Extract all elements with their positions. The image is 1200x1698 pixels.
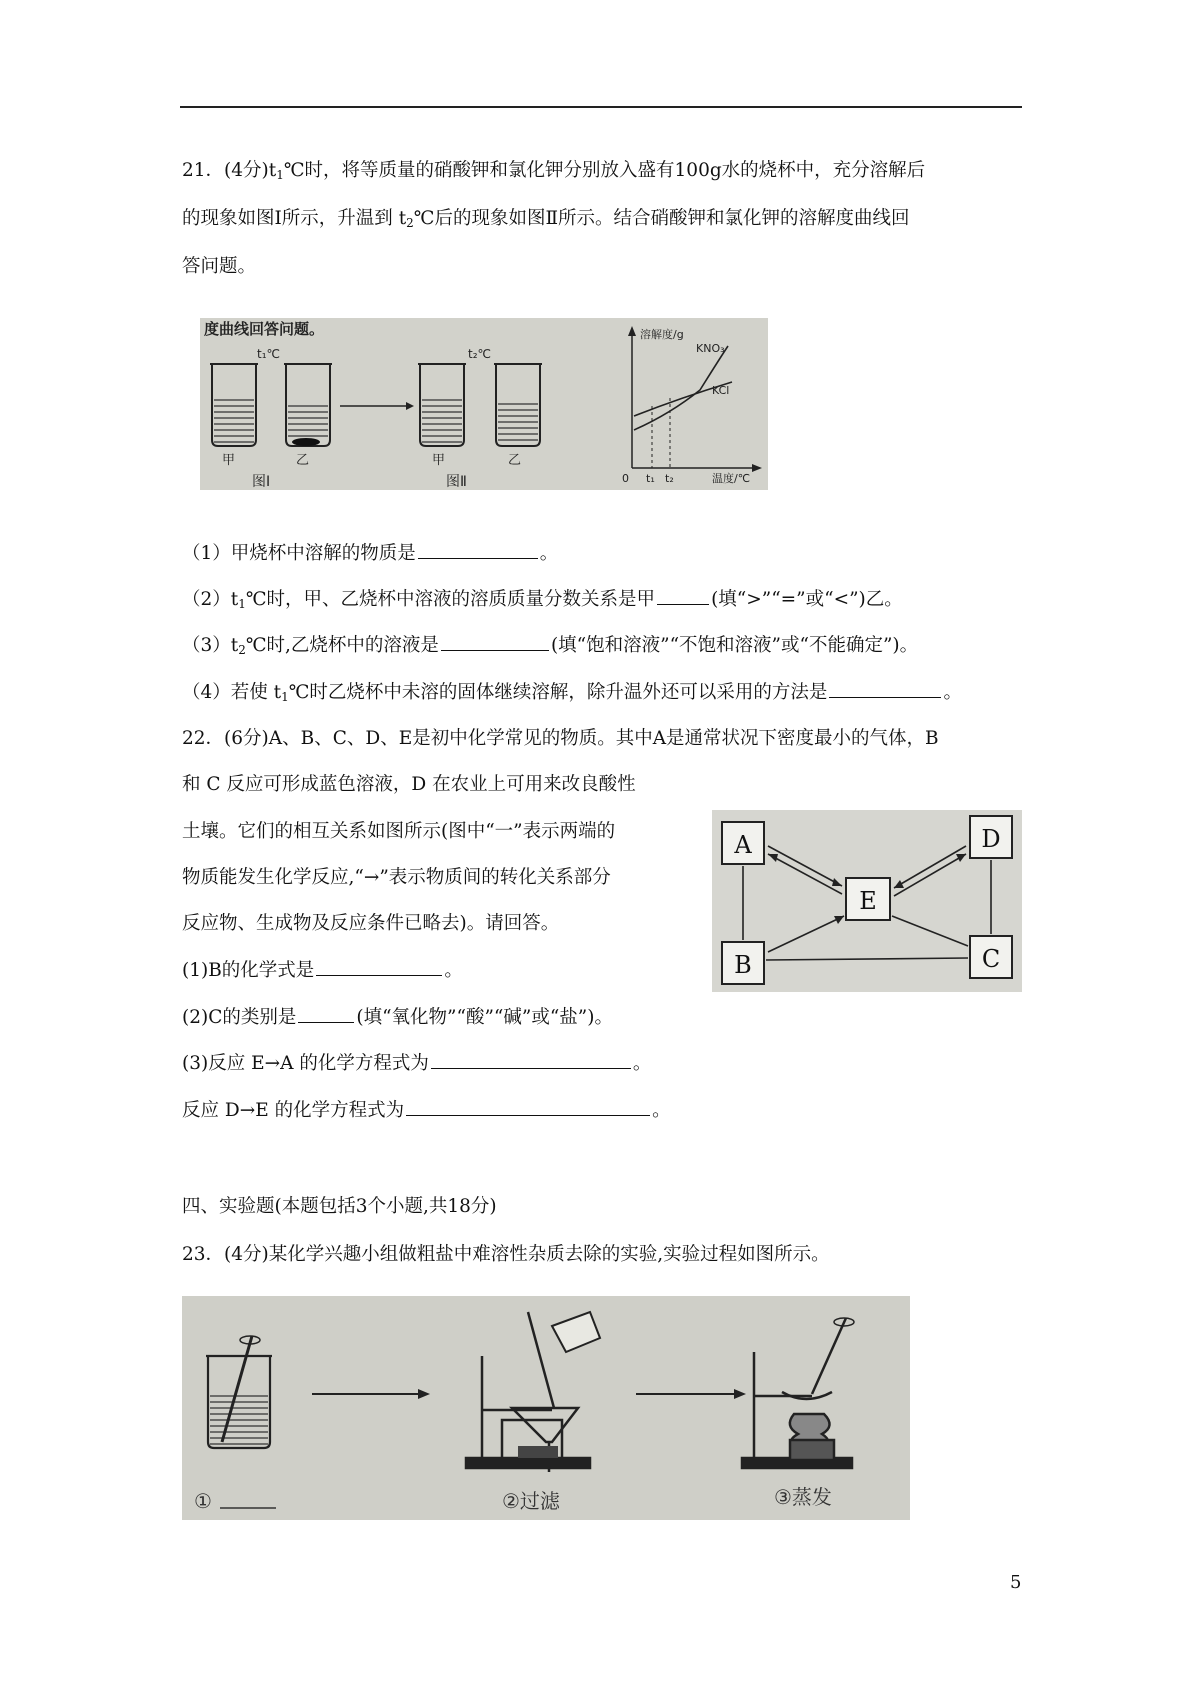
q21-sub3: $(3)t_2℃$时,乙烧杯中的溶液是 (填“饱和溶液”“不饱和溶液”或“不能确定”)。 <box>182 632 918 663</box>
step2-label: ②过滤 <box>502 1489 560 1513</box>
series-kno3-label: KNO₃ <box>696 342 725 355</box>
node-c: C <box>981 945 1001 973</box>
node-d: D <box>981 825 1001 853</box>
answer-blank[interactable] <box>829 679 941 698</box>
q21-sub1: （1）甲烧杯中溶解的物质是 。 <box>182 540 558 567</box>
node-a: A <box>734 831 752 859</box>
q22-line2: 和 C 反应可形成蓝色溶液，D 在农业上可用来改良酸性 <box>182 774 636 795</box>
fig2-t2-label: t₂℃ <box>468 347 491 361</box>
beaker-icon <box>284 364 332 446</box>
pouring-beaker-icon <box>552 1312 600 1352</box>
q21-line2: 的现象如图Ⅰ所示，升温到 $t_2℃$后的现象如图Ⅱ所示。结合硝酸钾和氯化钾的溶解度曲线回 <box>182 208 910 230</box>
chart-t2: t₂ <box>665 472 674 485</box>
fig2-jia-label: 甲 <box>432 453 446 468</box>
fig2-yi-label: 乙 <box>508 453 522 468</box>
answer-blank[interactable] <box>657 586 709 605</box>
q21-fig-header: 度曲线回答问题。 <box>204 320 325 338</box>
q22-line5: 反应物、生成物及反应条件已略去)。请回答。 <box>182 913 560 934</box>
fig1-t1-label: t₁℃ <box>257 347 280 361</box>
q23-figure <box>182 1296 910 1520</box>
answer-blank[interactable] <box>316 957 442 976</box>
chart-ylabel: 溶解度/g <box>640 328 684 341</box>
page-number: 5 <box>1010 1572 1022 1593</box>
node-b: B <box>734 951 752 979</box>
solubility-chart <box>628 326 762 472</box>
chart-t1: t₁ <box>646 472 655 485</box>
fig1-caption: 图Ⅰ <box>252 474 271 490</box>
answer-blank[interactable] <box>431 1050 631 1069</box>
step3-label: ③蒸发 <box>774 1485 832 1509</box>
q21-line3: 答问题。 <box>182 256 257 277</box>
fig2-caption: 图Ⅱ <box>446 474 467 490</box>
fig1-jia-label: 甲 <box>222 453 236 468</box>
arrow-icon <box>768 854 778 862</box>
q22-line4: 物质能发生化学反应,“→”表示物质间的转化关系部分 <box>182 867 611 888</box>
step1-label: ① <box>194 1489 212 1513</box>
arrow-icon <box>832 878 842 886</box>
beaker-icon <box>210 364 258 446</box>
section4-title: 四、实验题(本题包括3个小题,共18分) <box>182 1196 497 1217</box>
q22-line3: 土壤。它们的相互关系如图所示(图中“一”表示两端的 <box>182 821 616 842</box>
q22-diagram <box>712 810 1022 992</box>
q21-figure <box>200 318 768 490</box>
arrow-icon <box>894 880 904 888</box>
evaporation-stand-icon <box>742 1318 852 1468</box>
answer-blank[interactable] <box>418 540 538 559</box>
chart-origin: 0 <box>622 472 629 485</box>
q21-sub4: （4）若使 $t_1℃$时乙烧杯中未溶的固体继续溶解，除升温外还可以采用的方法是 。 <box>182 679 962 710</box>
q22-sub1: (1)B的化学式是 。 <box>182 957 463 984</box>
q21-figure-svg <box>200 318 768 490</box>
q22-sub4: 反应 D→E 的化学方程式为 。 <box>182 1097 671 1124</box>
q23-line1: 23．(4分)某化学兴趣小组做粗盐中难溶性杂质去除的实验,实验过程如图所示。 <box>182 1244 830 1265</box>
arrow-icon <box>956 854 966 862</box>
chart-xlabel: 温度/℃ <box>712 472 751 485</box>
filtrate-icon <box>518 1446 558 1458</box>
q21-sub2: $(2)t_1℃$时，甲、乙烧杯中溶液的溶质质量分数关系是甲 (填“>”“=”或“<”)乙。 <box>182 586 903 617</box>
precipitate-icon <box>292 438 320 446</box>
q22-diagram-svg <box>712 810 1022 992</box>
q22-sub3: (3)反应 E→A 的化学方程式为 。 <box>182 1050 651 1077</box>
q22-sub2: (2)C的类别是 (填“氧化物”“酸”“碱”或“盐”)。 <box>182 1004 613 1031</box>
series-kcl-label: KCl <box>712 384 730 397</box>
answer-blank[interactable] <box>298 1004 354 1023</box>
node-e: E <box>859 887 877 915</box>
q21-line1: 21．(4分)$t_1℃$时，将等质量的硝酸钾和氯化钾分别放入盛有100g水的烧杯中，充分溶解后 <box>182 160 926 182</box>
q23-figure-svg <box>182 1296 910 1520</box>
answer-blank[interactable] <box>441 632 549 651</box>
answer-blank[interactable] <box>406 1097 650 1116</box>
header-rule <box>180 106 1022 108</box>
fig1-yi-label: 乙 <box>296 453 310 468</box>
q22-line1: 22．(6分)A、B、C、D、E是初中化学常见的物质。其中A是通常状况下密度最小的气体，B <box>182 728 939 749</box>
beaker-icon <box>418 364 466 446</box>
